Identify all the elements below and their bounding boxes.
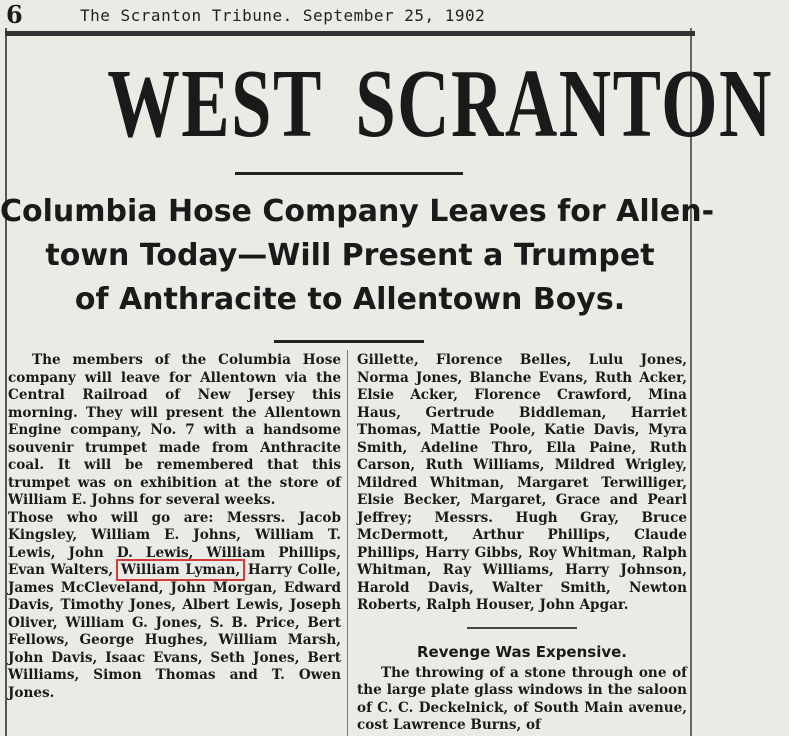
article-column-1: [8, 352, 341, 702]
deck-line: town Today—Will Present a Trumpet: [45, 238, 655, 273]
headline-right: SCRANTON: [355, 50, 773, 158]
paragraph: The throwing of a stone through one of the large plate glass windows in the saloon of C. C. Deckelnick, of South Main avenue, cost Lawrence Burns, of: [357, 664, 687, 733]
deck-rule: [274, 340, 424, 343]
source-caption: The Scranton Tribune. September 25, 1902: [80, 6, 486, 25]
left-border: [5, 28, 7, 736]
text: Those who will go are: Messrs. Jacob Kingsley, William E. Johns, William T. Lewis, John D. Lewis, William Phillips, Evan Walters,: [8, 509, 341, 578]
headline: [91, 48, 773, 160]
paragraph: The members of the Columbia Hose company will leave for Allentown via the Central Railroad of New Jersey this morning. They will present the Allentown Engine company, No. 7 with a handsome souvenir trumpet made from Anthracite coal. It will be remembered that this trumpet was on exhibition at the store of William E. Johns for several weeks.: [8, 352, 341, 508]
deck: [0, 190, 715, 322]
column-divider: [347, 350, 348, 736]
paragraph: Gillette, Florence Belles, Lulu Jones, Norma Jones, Blanche Evans, Ruth Acker, Elsie Acker, Florence Crawford, Mina Haus, Gertrude Biddleman, Harriet Thomas, Mattie Poole, Katie Davis, Myra Smith, Adeline Thro, Ella Paine, Ruth Carson, Ruth Williams, Mildred Wrigley, Mildred Whitman, Margaret Terwilliger, Elsie Becker, Margaret, Grace and Pearl Jeffrey; Messrs. Hugh Gray, Bruce McDermott, Arthur Phillips, Claude Phillips, Harry Gibbs, Roy Whitman, Ralph Whitman, Ray Williams, Harry Johnson, Harold Davis, Walter Smith, Newton Roberts, Ralph Houser, John Apgar.: [357, 352, 687, 613]
article-column-2: [357, 352, 687, 735]
text: Harry Colle, James McCleveland, John Morgan, Edward Davis, Timothy Jones, Albert Lewis, Joseph Oliver, William G. Jones, S. B. Price, Bert Fellows, George Hughes, William Marsh, John Davis, Isaac Evans, Seth Jones, Bert Williams, Simon Thomas and T. Owen Jones.: [8, 562, 342, 701]
deck-line: of Anthracite to Allentown Boys.: [74, 282, 626, 317]
deck-line: Columbia Hose Company Leaves for Allen-: [0, 194, 715, 229]
paragraph: [8, 510, 341, 703]
page-number: 6: [6, 0, 23, 29]
subheading: Revenge Was Expensive.: [417, 642, 627, 661]
headline-rule: [235, 172, 463, 175]
headline-left: WEST: [107, 50, 323, 158]
separator: [467, 627, 577, 629]
top-rule: [5, 31, 695, 36]
highlighted-name: William Lyman,: [120, 562, 241, 578]
